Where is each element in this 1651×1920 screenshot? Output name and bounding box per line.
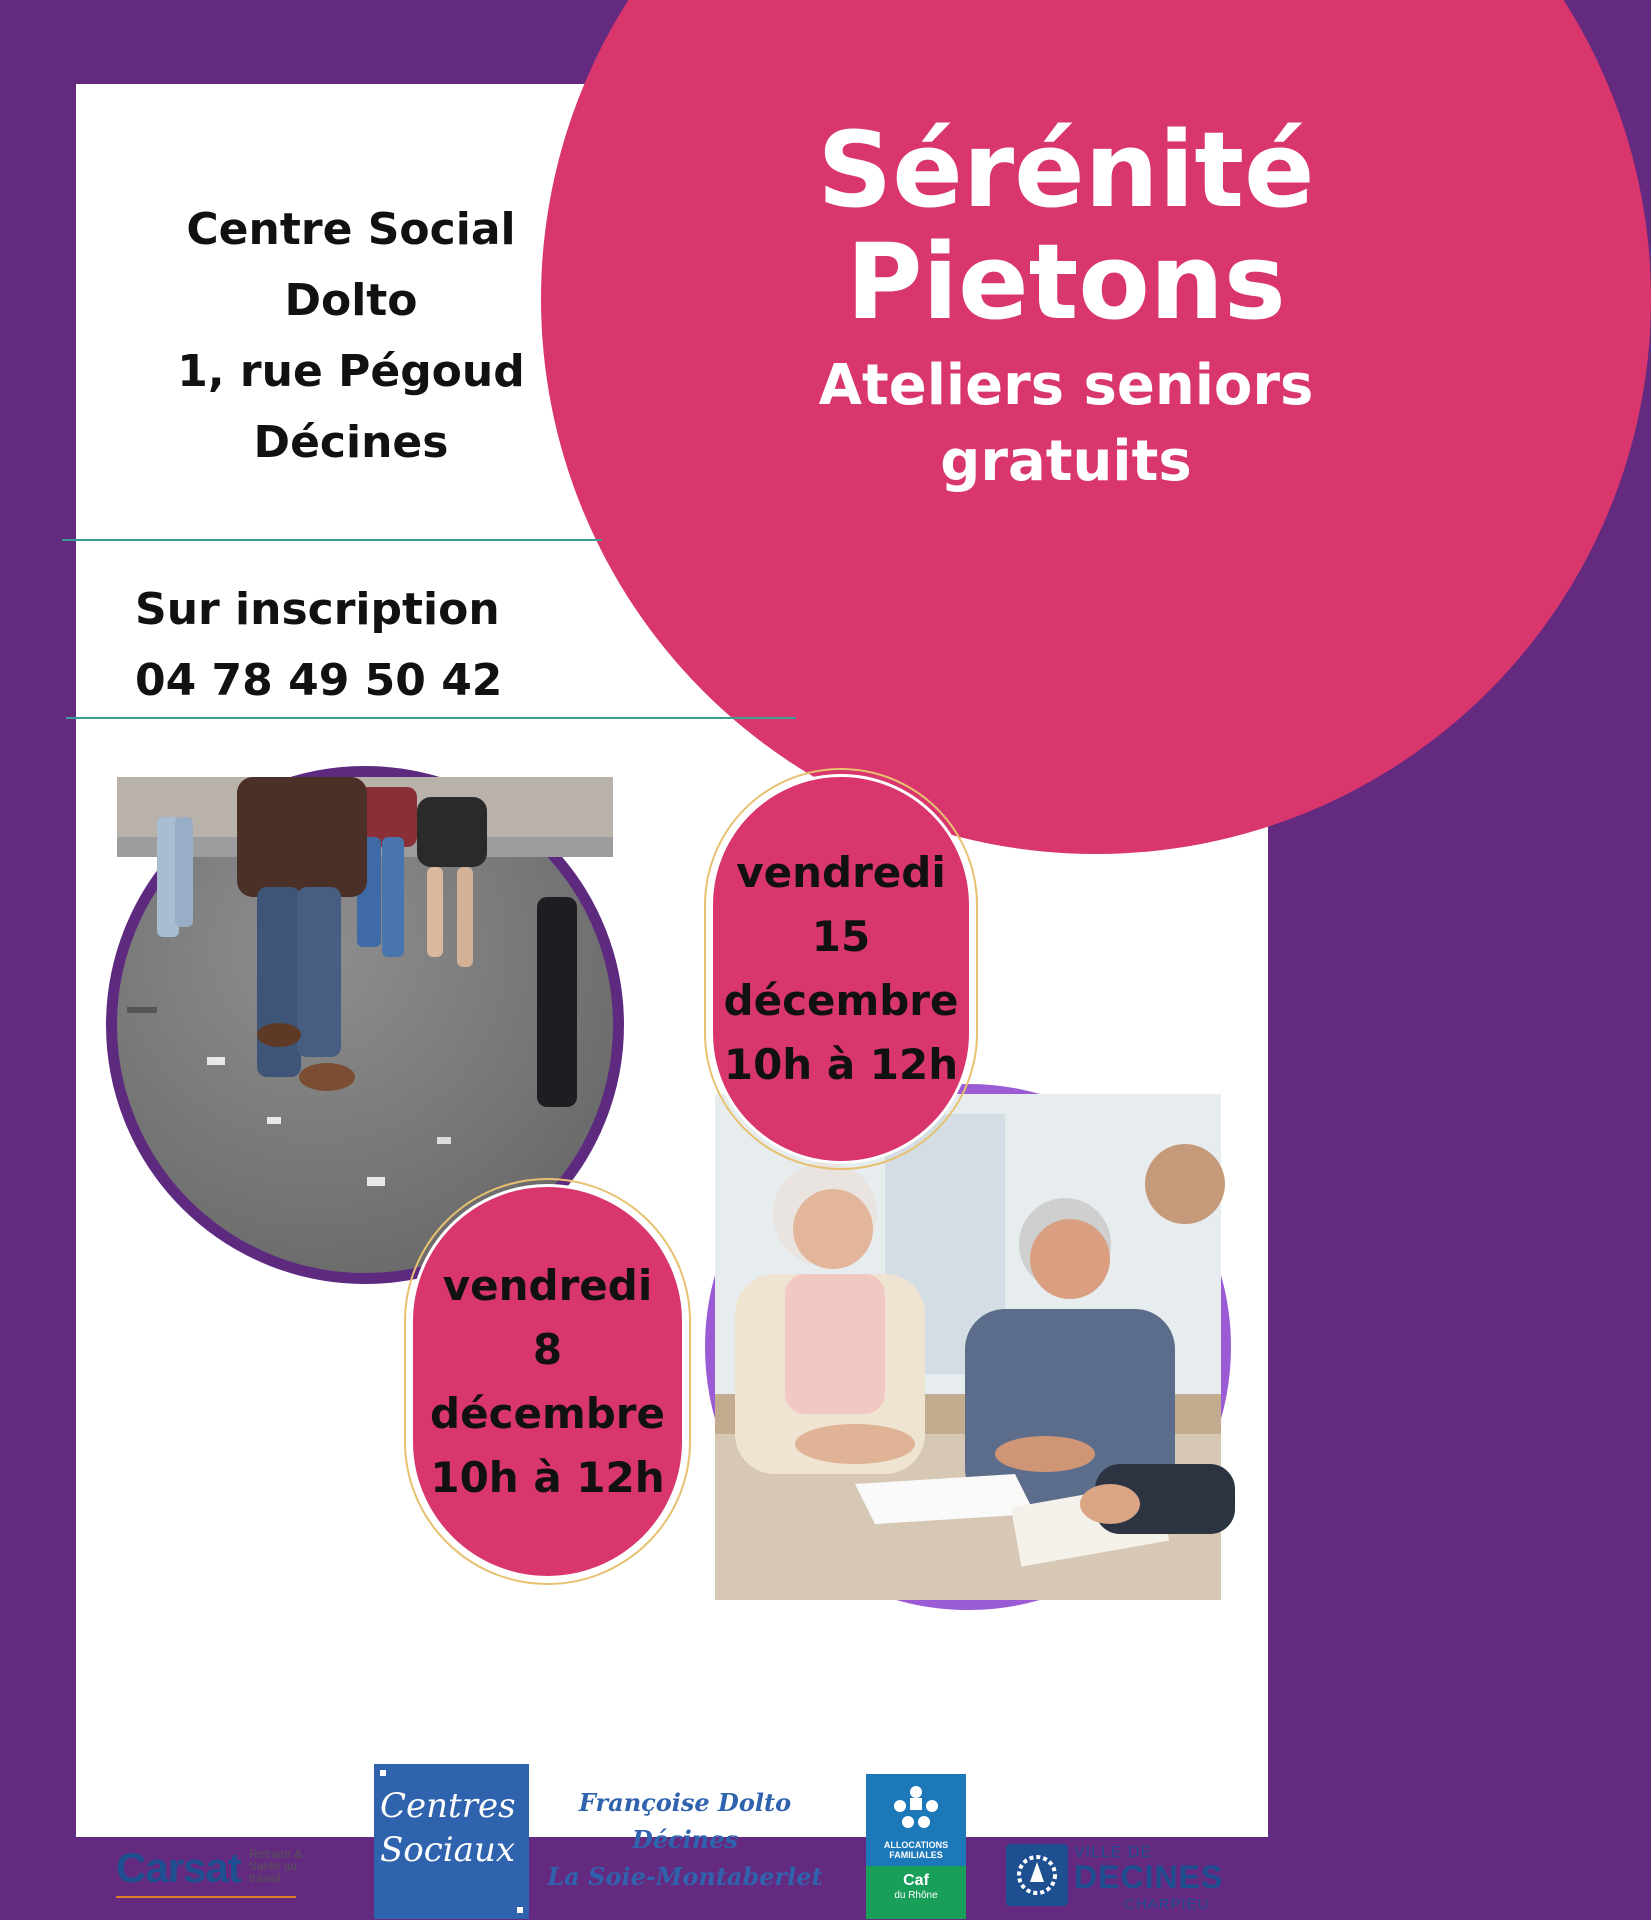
photo-seniors <box>705 1084 1231 1610</box>
session-date-8 <box>410 1184 685 1579</box>
seniors-illustration <box>715 1094 1221 1600</box>
caf-logo <box>866 1774 966 1919</box>
session-2-day: vendredi <box>442 1260 653 1310</box>
session-1-day: vendredi <box>736 848 946 897</box>
centres-sociaux-script <box>535 1784 835 1895</box>
caf-figures-icon <box>888 1784 944 1836</box>
address-block <box>136 194 566 478</box>
carsat-name: Carsat <box>116 1844 241 1891</box>
title-line-1: Sérénité <box>817 109 1315 231</box>
carsat-underline <box>116 1896 296 1898</box>
partner-logos <box>76 1664 1268 1913</box>
decines-crest-icon <box>1006 1844 1068 1906</box>
title-line-2: Pietons <box>846 221 1286 343</box>
decines-main: DECINES <box>1074 1859 1224 1895</box>
signup-label: Sur inscription <box>135 584 500 635</box>
cs-mark-line-1: Centres <box>380 1786 516 1826</box>
signup-phone: 04 78 49 50 42 <box>135 655 503 706</box>
decines-bottom: CHARPIEU <box>1124 1896 1210 1913</box>
cs-script-line-2: Décines <box>631 1825 739 1854</box>
session-date-15 <box>710 774 972 1164</box>
divider-bottom <box>66 717 796 719</box>
session-2-date: 8 <box>532 1324 563 1374</box>
subtitle-line-2: gratuits <box>940 429 1192 494</box>
logo-dot <box>380 1770 386 1776</box>
session-2-time: 10h à 12h <box>430 1452 665 1502</box>
session-2-month: décembre <box>430 1388 665 1438</box>
poster-title <box>676 109 1456 500</box>
caf-name: Caf <box>903 1872 929 1889</box>
caf-sub: du Rhône <box>894 1890 938 1901</box>
address-line-3: 1, rue Pégoud <box>177 346 525 397</box>
cs-script-line-1: Françoise Dolto <box>578 1788 792 1817</box>
caf-band <box>866 1866 966 1919</box>
carsat-logo <box>116 1844 303 1892</box>
centres-sociaux-logo <box>374 1764 529 1919</box>
session-1-time: 10h à 12h <box>723 1040 959 1089</box>
poster-panel <box>76 84 1315 1913</box>
carsat-tagline: Retraite & Santé au travail <box>249 1847 303 1885</box>
address-line-4: Décines <box>253 417 449 468</box>
decines-logo <box>1006 1844 1246 1919</box>
session-1-date: 15 <box>811 912 871 961</box>
address-line-2: Dolto <box>284 275 418 326</box>
subtitle-line-1: Ateliers seniors <box>818 353 1314 418</box>
session-1-month: décembre <box>723 976 959 1025</box>
divider-top <box>62 539 602 541</box>
decines-top: VILLE DE <box>1074 1844 1153 1861</box>
signup-block <box>135 574 735 716</box>
address-line-1: Centre Social <box>186 204 516 255</box>
cs-mark-line-2: Sociaux <box>380 1830 516 1870</box>
cs-script-line-3: La Soie-Montaberlet <box>547 1862 823 1891</box>
caf-top-text: ALLOCATIONS FAMILIALES <box>883 1840 949 1860</box>
logo-dot <box>517 1907 523 1913</box>
centres-sociaux-mark <box>380 1784 525 1872</box>
